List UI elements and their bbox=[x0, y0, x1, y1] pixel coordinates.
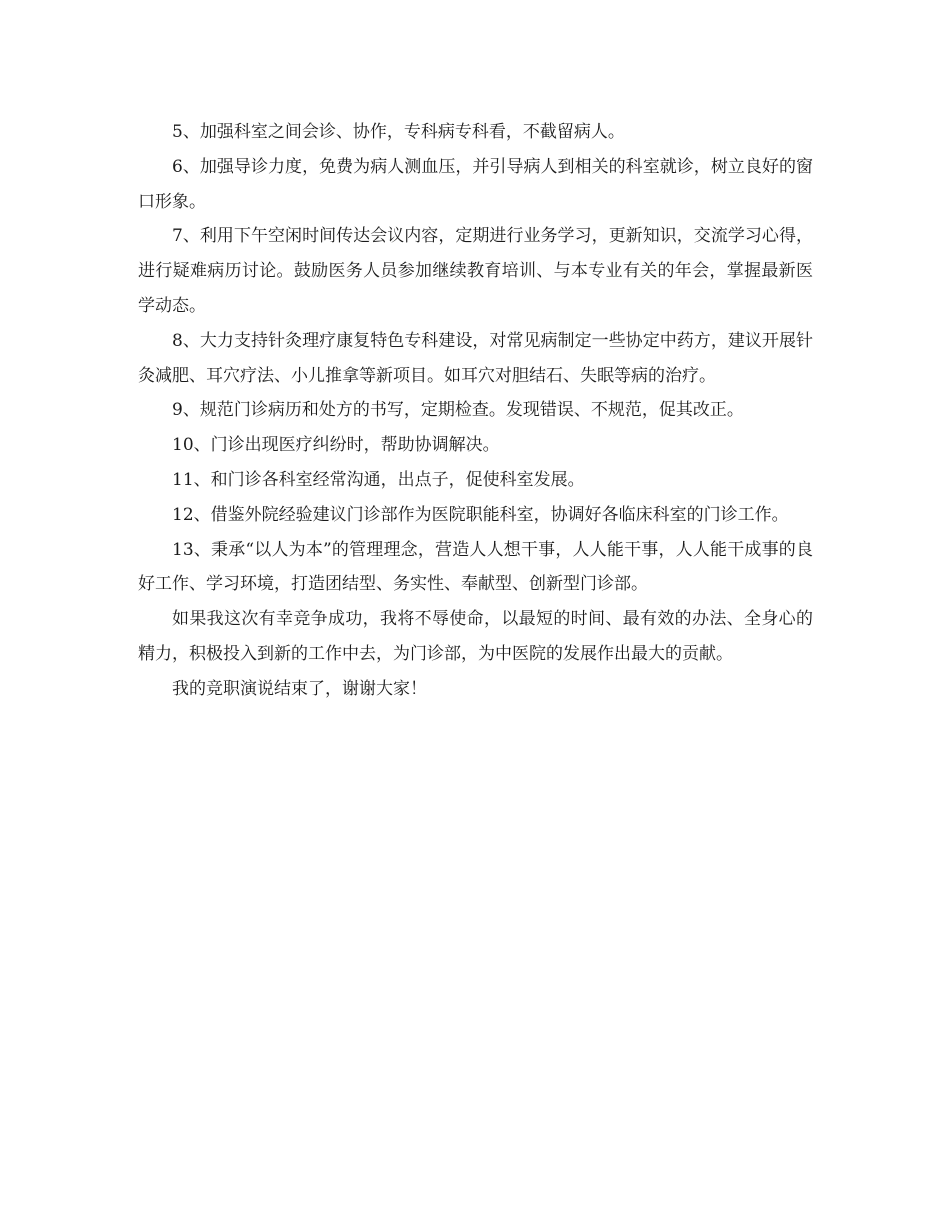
paragraph-closing: 如果我这次有幸竞争成功，我将不辱使命，以最短的时间、最有效的办法、全身心的精力，积极投入到新的工作中去，为门诊部，为中医院的发展作出最大的贡献。 bbox=[138, 609, 813, 664]
paragraph-item-11: 11、和门诊各科室经常沟通，出点子，促使科室发展。 bbox=[172, 469, 585, 490]
paragraph-item-10: 10、门诊出现医疗纠纷时，帮助协调解决。 bbox=[172, 435, 500, 456]
paragraph-item-13: 13、秉承“以人为本”的管理理念，营造人人想干事，人人能干事，人人能干成事的良好工作、学习环境，打造团结型、务实性、奉献型、创新型门诊部。 bbox=[138, 539, 813, 595]
paragraph-item-5: 5、加强科室之间会诊、协作，专科病专科看，不截留病人。 bbox=[172, 122, 625, 142]
paragraph-item-9: 9、规范门诊病历和处方的书写，定期检查。发现错误、不规范，促其改正。 bbox=[172, 400, 744, 421]
paragraph-item-12: 12、借鉴外院经验建议门诊部作为医院职能科室，协调好各临床科室的门诊工作。 bbox=[172, 504, 789, 525]
paragraph-item-8: 8、大力支持针灸理疗康复特色专科建设，对常见病制定一些协定中药方，建议开展针灸减肥、耳穴疗法、小儿推拿等新项目。如耳穴对胆结石、失眠等病的治疗。 bbox=[138, 330, 813, 386]
paragraph-thanks: 我的竞职演说结束了，谢谢大家！ bbox=[172, 678, 427, 699]
document-body bbox=[138, 115, 813, 707]
paragraph-item-7: 7、利用下午空闲时间传达会议内容，定期进行业务学习，更新知识，交流学习心得，进行疑难病历讨论。鼓励医务人员参加继续教育培训、与本专业有关的年会，掌握最新医学动态。 bbox=[138, 226, 813, 316]
paragraph-item-6: 6、加强导诊力度，免费为病人测血压，并引导病人到相关的科室就诊，树立良好的窗口形象。 bbox=[138, 156, 813, 212]
